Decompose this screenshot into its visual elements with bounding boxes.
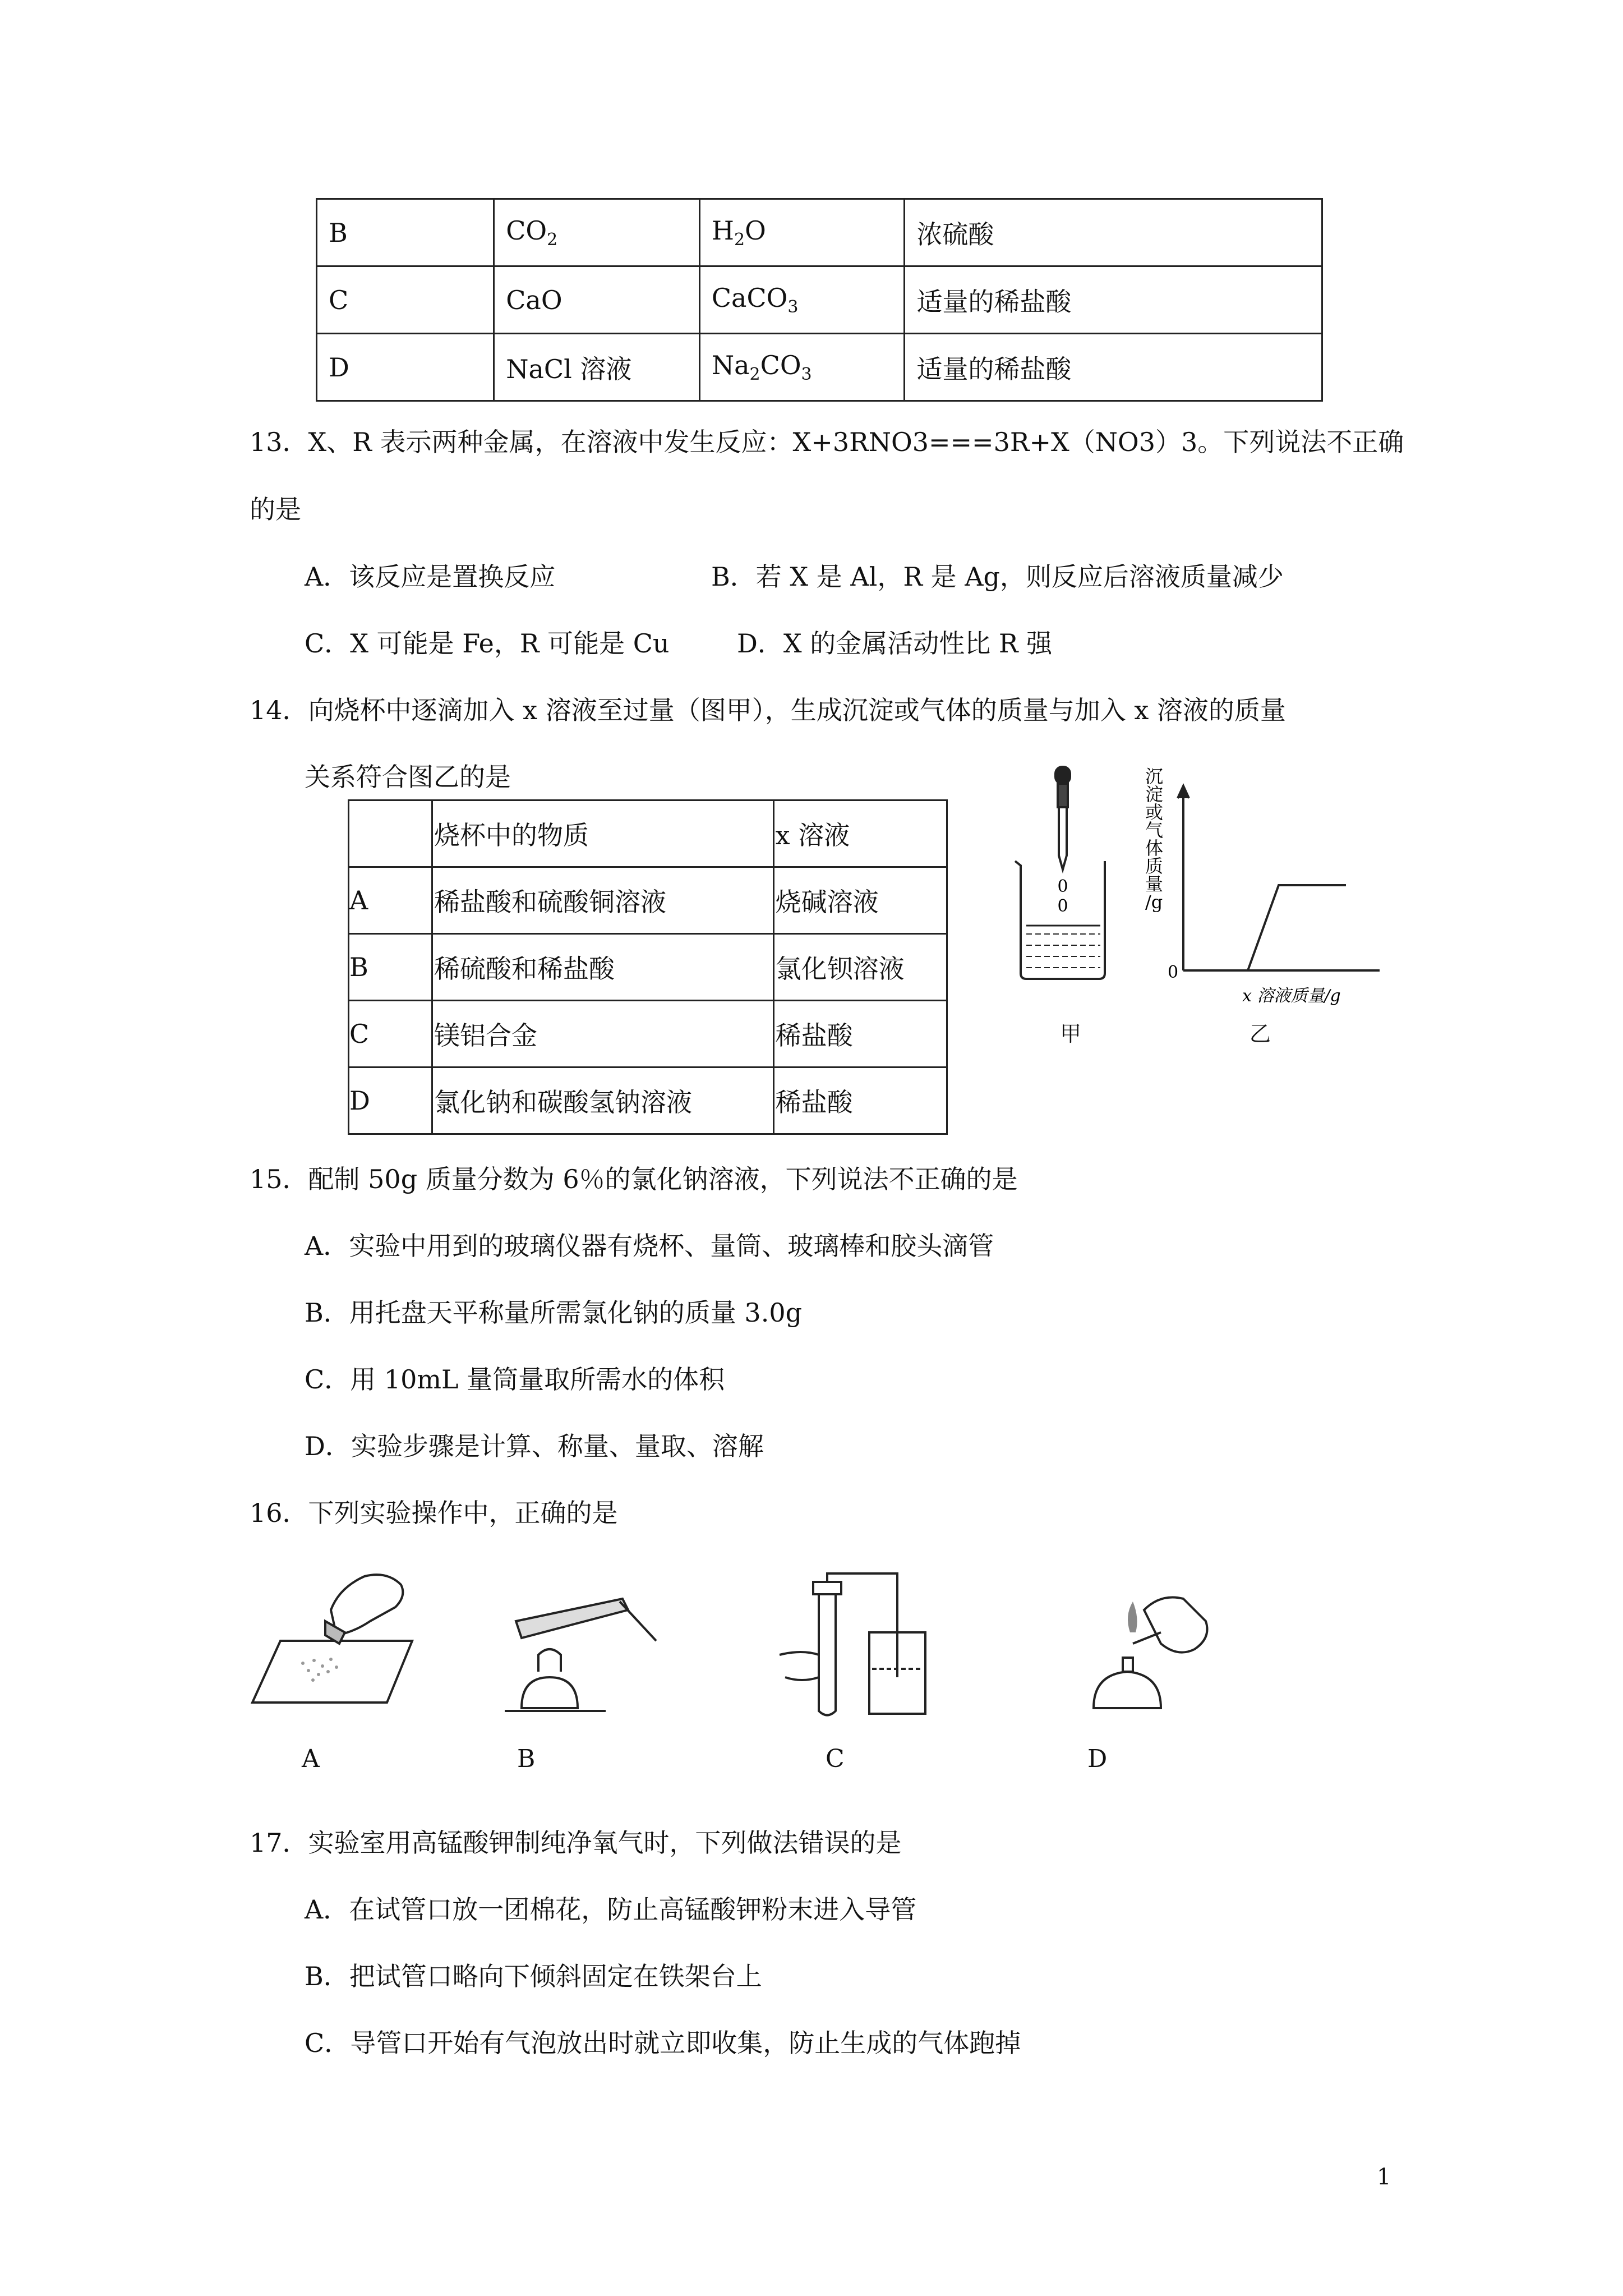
row-letter: D [317,334,494,401]
q15-option-a: A．实验中用到的玻璃仪器有烧杯、量筒、玻璃棒和胶头滴管 [305,1231,994,1261]
q15-option-d: D．实验步骤是计算、称量、量取、溶解 [305,1431,764,1461]
substance-cell: 稀硫酸和稀盐酸 [432,934,773,1001]
beaker-mark-2: 0 [1057,896,1068,916]
solution-cell: 烧碱溶液 [773,867,947,934]
table-row [349,1068,947,1134]
q13-stem-line2: 的是 [250,494,301,524]
row-letter: C [349,1001,432,1068]
substance-cell: $H_2O$ [699,199,905,266]
solution-cell: 稀盐酸 [773,1001,947,1068]
q15-option-c: C．用 10mL 量筒量取所需水的体积 [305,1364,725,1395]
y-label-char: 沉 [1145,766,1164,787]
substance-cell: $Na_2CO_3$ [699,334,905,401]
q17-option-c: C．导管口开始有气泡放出时就立即收集，防止生成的气体跑掉 [305,2028,1021,2058]
substance-cell: CaCO$_3$ [699,266,905,334]
table-row [317,266,1322,334]
impurity-cell: CaO [494,266,700,334]
reagent-cell: 适量的稀盐酸 [905,266,1322,334]
substance-cell: 氯化钠和碳酸氢钠溶液 [432,1068,773,1134]
q13-option-c: C．X 可能是 Fe，R 可能是 Cu [305,628,670,659]
q14-stem-line1: 14．向烧杯中逐滴加入 x 溶液至过量（图甲），生成沉淀或气体的质量与加入 x 溶液的质量 [250,695,1286,725]
q16-label-a: A [302,1745,320,1773]
row-letter: B [317,199,494,266]
table-header-row [349,800,947,867]
substance-cell: 稀盐酸和硫酸铜溶液 [432,867,773,934]
y-label-char: /g [1145,891,1163,913]
row-letter: B [349,934,432,1001]
dropper-icon [1055,767,1070,869]
hand-smelling-figure [247,1565,415,1711]
y-label-char: 气 [1145,820,1164,841]
q15-stem: 15．配制 50g 质量分数为 6％的氯化钠溶液，下列说法不正确的是 [250,1164,1018,1194]
airtightness-check-figure [768,1571,937,1722]
header-blank [349,800,432,867]
y-label-char: 淀 [1145,784,1164,805]
mass-graph [1122,766,1391,1007]
q16-label-d: D [1087,1745,1108,1773]
q15-option-b: B．用托盘天平称量所需氯化钠的质量 3.0g [305,1297,803,1328]
substance-cell: 镁铝合金 [432,1001,773,1068]
alcohol-lamp-figure [1077,1576,1223,1722]
table-row [349,1001,947,1068]
figure-jia-label: 甲 [1060,1022,1082,1046]
y-label-char: 量 [1145,873,1164,895]
heating-test-tube-figure [494,1588,667,1717]
y-label-char: 体 [1145,838,1164,859]
beaker-dropper-figure [1009,766,1116,984]
impurity-cell: NaCl 溶液 [494,334,700,401]
q13-option-d: D．X 的金属活动性比 R 强 [737,628,1053,659]
q13-stem-line1: 13．X、R 表示两种金属，在溶液中发生反应：X+3RNO3===3R+X（NO3）3。下列说法不正确 [250,427,1404,457]
beaker-mark-1: 0 [1057,877,1068,896]
q13-option-a: A．该反应是置换反应 [305,562,556,592]
q17-stem: 17．实验室用高锰酸钾制纯净氧气时，下列做法错误的是 [250,1828,902,1858]
q13-option-b: B．若 X 是 Al，R 是 Ag，则反应后溶液质量减少 [711,562,1284,592]
x-axis-label: x 溶液质量/g [1242,986,1341,1006]
q14-stem-line2: 关系符合图乙的是 [305,762,511,792]
solution-cell: 氯化钡溶液 [773,934,947,1001]
row-letter: A [349,867,432,934]
header-solution: x 溶液 [773,800,947,867]
reagent-cell: 适量的稀盐酸 [905,334,1322,401]
y-label-char: 或 [1145,802,1164,823]
header-substance: 烧杯中的物质 [432,800,773,867]
q16-stem: 16．下列实验操作中，正确的是 [250,1498,618,1528]
row-letter: D [349,1068,432,1134]
q16-label-c: C [826,1745,845,1773]
table-row [349,934,947,1001]
impurity-cell: $CO_2$ [494,199,700,266]
table-row [317,199,1322,266]
table-row [317,334,1322,401]
reagent-cell: 浓硫酸 [905,199,1322,266]
graph-line [1183,885,1346,970]
graph-origin: 0 [1168,963,1179,982]
figure-yi-label: 乙 [1249,1022,1271,1046]
q17-option-a: A．在试管口放一团棉花，防止高锰酸钾粉末进入导管 [305,1894,917,1925]
solution-cell: 稀盐酸 [773,1068,947,1134]
row-letter: C [317,266,494,334]
y-label-char: 质 [1145,855,1164,877]
q17-option-b: B．把试管口略向下倾斜固定在铁架台上 [305,1961,762,1991]
page-number: 1 [1377,2164,1391,2190]
q12-table [316,198,1323,402]
q14-table [348,799,948,1135]
table-row [349,867,947,934]
graph-axes [1178,786,1380,970]
q16-label-b: B [517,1745,536,1773]
